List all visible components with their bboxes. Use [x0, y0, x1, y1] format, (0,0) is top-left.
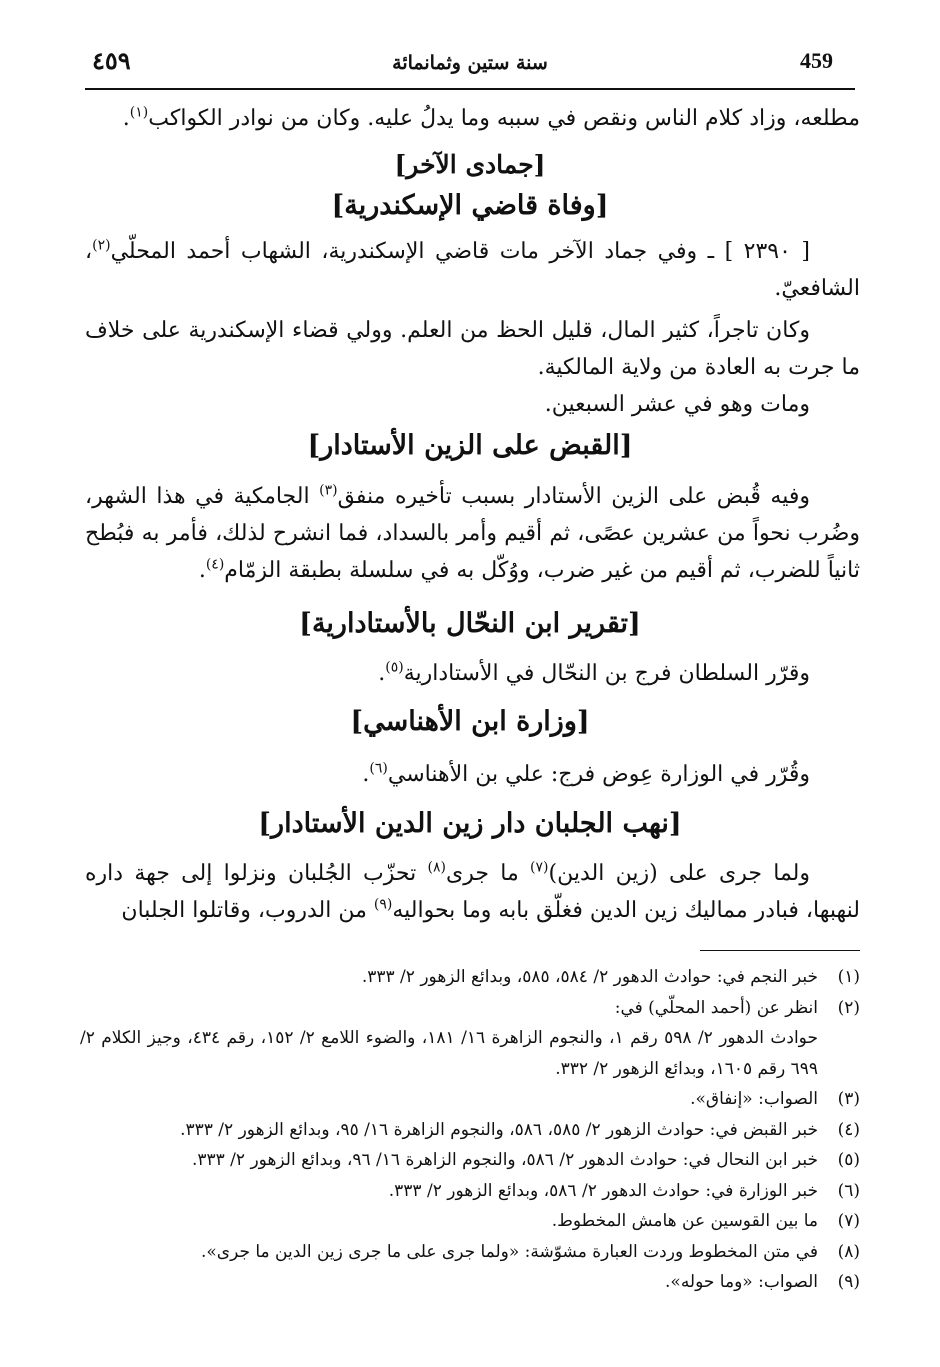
footnote-6: (٦) خبر الوزارة في: حوادث الدهور ٢/ ٥٨٦، وبدائع الزهور ٢/ ٣٣٣.	[388, 1180, 860, 1201]
page-number-arabic: ٤٥٩	[92, 46, 131, 75]
footnote-separator	[700, 950, 860, 951]
section-heading-looting: [نهب الجلبان دار زين الدين الأستادار]	[258, 808, 682, 839]
footnote-ref-9: (٩)	[373, 896, 393, 913]
footnote-7: (٧) ما بين القوسين عن هامش المخطوط.	[551, 1211, 860, 1231]
footnote-2: (٢) انظر عن (أحمد المحلّي) في:	[614, 997, 860, 1018]
paragraph-7: وقُرّر في الوزارة عِوض فرج: علي بن الأهناسي$^{(٦)}$.	[362, 760, 810, 787]
section-heading-nahhal: [تقرير ابن النحّال بالأستادارية]	[299, 608, 641, 639]
footnote-ref-4: (٤)	[205, 556, 225, 573]
month-heading: [جمادى الآخر]	[394, 150, 546, 179]
footnote-ref-1: (١)	[129, 104, 149, 121]
footnote-ref-2: (٢)	[92, 237, 111, 254]
footnote-1: (١) خبر النجم في: حوادث الدهور ٢/ ٥٨٤، ٥٨٥، وبدائع الزهور ٢/ ٣٣٣.	[361, 967, 860, 987]
paragraph-6: وقرّر السلطان فرج بن النحّال في الأستادارية$^{(٥)}$.	[378, 659, 810, 686]
footnote-3: (٣) الصواب: «إنفاق».	[690, 1089, 860, 1109]
footnote-ref-5: (٥)	[385, 659, 404, 676]
paragraph-1: مطلعه، وزاد كلام الناس ونقص في سببه وما يدلُ عليه. وكان من نوادر الكواكب$^{(١)}$.	[122, 104, 860, 131]
paragraph-2390: [ ٢٣٩٠ ] ـ وفي جماد الآخر مات قاضي الإسكندرية، الشهاب أحمد المحلّي$^{(٢)}$، الشافعيّ.	[85, 237, 860, 301]
footnote-8: (٨) في متن المخطوط وردت العبارة مشوّشة: «ولما جرى على ما جرى زين الدين ما جرى».	[200, 1241, 860, 1262]
section-heading-judge-death: [وفاة قاضي الإسكندرية]	[331, 190, 609, 221]
footnote-2-continuation: حوادث الدهور ٢/ ٥٩٨ رقم ١، والنجوم الزاهرة ١٦/ ١٨١، والضوء اللامع ٢/ ١٥٢، رقم ٤٣٤، وجيز الكلام ٢/ ٦٩٩ رقم ١٦٠٥، وبدائع الزهور ٢/ ٣٣٢.	[80, 1028, 818, 1079]
section-heading-ahnasi: [وزارة ابن الأهناسي]	[350, 706, 590, 737]
footnote-ref-8: (٨)	[427, 859, 446, 876]
footnote-ref-7: (٧)	[530, 859, 549, 876]
footnote-ref-6: (٦)	[369, 760, 388, 777]
header-rule	[85, 88, 855, 90]
footnote-ref-3: (٣)	[319, 482, 338, 499]
section-heading-arrest: [القبض على الزين الأستادار]	[307, 430, 633, 461]
paragraph-5: وفيه قُبض على الزين الأستادار بسبب تأخيره منفق$^{(٣)}$ الجامكية في هذا الشهر، وضُرب نحواً من عشرين عصًى، ثم أقيم وأمر بالسداد، فما انشرح لذلك، فأمر به فبُطح ثانياً للضرب، ثم أقيم من غير ضرب، ووُكّل به في سلسلة بطبقة الزمّام$^{(٤)}$.	[85, 482, 860, 583]
footnote-9: (٩) الصواب: «وما حوله».	[665, 1272, 860, 1292]
paragraph-4: ومات وهو في عشر السبعين.	[544, 392, 810, 417]
page-number-latin: 459	[800, 48, 833, 73]
footnotes	[80, 962, 860, 1298]
footnote-5: (٥) خبر ابن النحال في: حوادث الدهور ٢/ ٥٨٦، والنجوم الزاهرة ١٦/ ٩٦، وبدائع الزهور ٢/ ٣٣٣.	[191, 1150, 860, 1170]
running-header-title: سنة ستين وثمانمائة	[392, 52, 548, 74]
footnote-4: (٤) خبر القبض في: حوادث الزهور ٢/ ٥٨٥، ٥٨٦، والنجوم الزاهرة ١٦/ ٩٥، وبدائع الزهور ٢/ ٣٣٣.	[180, 1119, 860, 1140]
paragraph-3: وكان تاجراً، كثير المال، قليل الحظ من العلم. وولي قضاء الإسكندرية على خلاف ما جرت به العادة من ولاية المالكية.	[85, 318, 860, 380]
paragraph-8: ولما جرى على (زين الدين)$^{(٧)}$ ما جرى$^{(٨)}$ تحزّب الجُلبان ونزلوا إلى جهة داره لنهبها، فبادر مماليك زين الدين فغلّق بابه وما بحواليه$^{(٩)}$ من الدروب، وقاتلوا الجلبان	[85, 859, 860, 923]
